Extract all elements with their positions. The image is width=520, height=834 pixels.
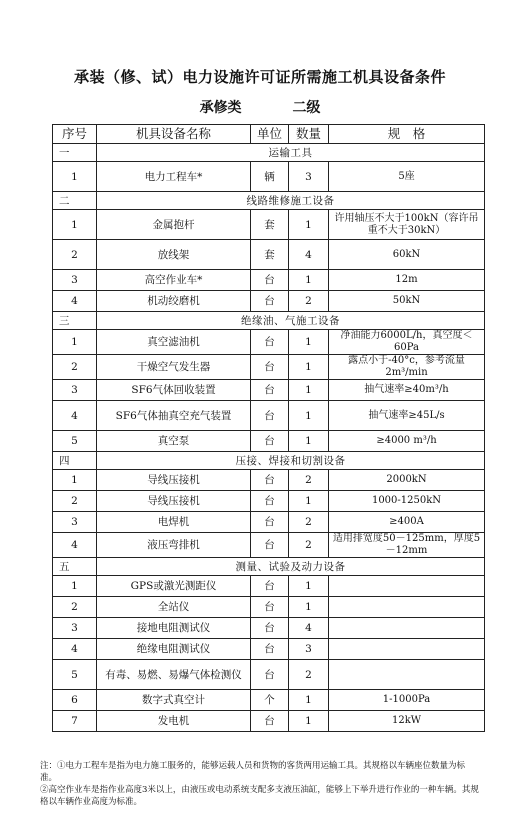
row-number: 5 <box>53 431 97 452</box>
table-row <box>53 512 485 533</box>
unit-cell: 套 <box>251 240 289 270</box>
spec-cell: 50kN <box>329 291 485 312</box>
equipment-name: 金属抱杆 <box>97 210 251 240</box>
document-title: 承装（修、试）电力设施许可证所需施工机具设备条件 <box>73 68 446 86</box>
row-number: 2 <box>53 240 97 270</box>
table-row <box>53 330 485 355</box>
table-row <box>53 380 485 401</box>
header-qty: 数量 <box>289 125 329 144</box>
spec-cell: 1000-1250kN <box>329 491 485 512</box>
spec-cell <box>329 597 485 618</box>
row-number: 2 <box>53 491 97 512</box>
table-row <box>53 533 485 558</box>
equipment-name: 接地电阻测试仪 <box>97 618 251 639</box>
equipment-name: 机动绞磨机 <box>97 291 251 312</box>
unit-cell: 台 <box>251 576 289 597</box>
unit-cell: 台 <box>251 330 289 355</box>
unit-cell: 个 <box>251 690 289 711</box>
footnote-2: ②高空作业车是指作业高度3米以上，由液压或电动系统支配多支液压油缸，能够上下举升进行作业的一种车辆。其规格以车辆作业高度为标准。 <box>40 785 479 807</box>
quantity-cell: 1 <box>289 210 329 240</box>
table-row <box>53 470 485 491</box>
spec-cell: ≥4000 m³/h <box>329 431 485 452</box>
table-row <box>53 355 485 380</box>
quantity-cell: 1 <box>289 576 329 597</box>
quantity-cell: 1 <box>289 597 329 618</box>
spec-cell: 适用排宽度50－125mm，厚度5－12mm <box>329 533 485 558</box>
spec-cell: 60kN <box>329 240 485 270</box>
row-number: 4 <box>53 533 97 558</box>
unit-cell: 台 <box>251 401 289 431</box>
quantity-cell: 2 <box>289 470 329 491</box>
row-number: 1 <box>53 470 97 491</box>
quantity-cell: 1 <box>289 431 329 452</box>
unit-cell: 台 <box>251 512 289 533</box>
section-row <box>53 312 485 330</box>
table-row <box>53 618 485 639</box>
table-row <box>53 660 485 690</box>
table-row <box>53 711 485 732</box>
document-subtitle <box>0 97 520 117</box>
equipment-name: 数字式真空计 <box>97 690 251 711</box>
section-row <box>53 192 485 210</box>
unit-cell: 台 <box>251 639 289 660</box>
spec-cell: 2000kN <box>329 470 485 491</box>
equipment-name: 高空作业车* <box>97 270 251 291</box>
row-number: 7 <box>53 711 97 732</box>
footnote-1: 注：①电力工程车是指为电力施工服务的，能够运载人员和货物的客货两用运输工具。其规格以车辆座位数量为标准。 <box>40 761 466 783</box>
unit-cell: 台 <box>251 491 289 512</box>
section-number: 四 <box>53 452 97 470</box>
row-number: 1 <box>53 162 97 192</box>
section-row <box>53 452 485 470</box>
quantity-cell: 4 <box>289 618 329 639</box>
equipment-table <box>52 124 485 732</box>
section-title: 绝缘油、气施工设备 <box>97 312 485 330</box>
unit-cell: 台 <box>251 618 289 639</box>
row-number: 2 <box>53 355 97 380</box>
table-row <box>53 240 485 270</box>
equipment-name: 电力工程车* <box>97 162 251 192</box>
table-row <box>53 576 485 597</box>
unit-cell: 台 <box>251 660 289 690</box>
row-number: 1 <box>53 330 97 355</box>
section-number: 一 <box>53 144 97 162</box>
quantity-cell: 2 <box>289 291 329 312</box>
quantity-cell: 1 <box>289 491 329 512</box>
quantity-cell: 2 <box>289 533 329 558</box>
unit-cell: 套 <box>251 210 289 240</box>
equipment-name: 导线压接机 <box>97 470 251 491</box>
table-header-row <box>53 125 485 144</box>
unit-cell: 台 <box>251 711 289 732</box>
quantity-cell: 1 <box>289 380 329 401</box>
unit-cell: 台 <box>251 270 289 291</box>
equipment-name: 有毒、易燃、易爆气体检测仪 <box>97 660 251 690</box>
row-number: 1 <box>53 210 97 240</box>
table-body <box>53 144 485 732</box>
row-number: 4 <box>53 291 97 312</box>
spec-cell: 露点小于-40°c，参考流量2m³/min <box>329 355 485 380</box>
equipment-name: SF6气体抽真空充气装置 <box>97 401 251 431</box>
unit-cell: 台 <box>251 355 289 380</box>
unit-cell: 台 <box>251 291 289 312</box>
quantity-cell: 1 <box>289 270 329 291</box>
header-no: 序号 <box>53 125 97 144</box>
quantity-cell: 1 <box>289 690 329 711</box>
equipment-name: 绝缘电阻测试仪 <box>97 639 251 660</box>
quantity-cell: 1 <box>289 330 329 355</box>
section-number: 五 <box>53 558 97 576</box>
quantity-cell: 1 <box>289 401 329 431</box>
row-number: 3 <box>53 512 97 533</box>
quantity-cell: 2 <box>289 660 329 690</box>
table-row <box>53 491 485 512</box>
equipment-name: GPS或激光测距仪 <box>97 576 251 597</box>
spec-cell: 1-1000Pa <box>329 690 485 711</box>
quantity-cell: 3 <box>289 639 329 660</box>
quantity-cell: 1 <box>289 355 329 380</box>
equipment-name: SF6气体回收装置 <box>97 380 251 401</box>
section-row <box>53 144 485 162</box>
spec-cell <box>329 660 485 690</box>
spec-cell <box>329 639 485 660</box>
table-row <box>53 639 485 660</box>
row-number: 1 <box>53 576 97 597</box>
unit-cell: 辆 <box>251 162 289 192</box>
footnotes <box>40 760 480 808</box>
section-number: 二 <box>53 192 97 210</box>
equipment-name: 真空滤油机 <box>97 330 251 355</box>
quantity-cell: 2 <box>289 512 329 533</box>
table-row <box>53 690 485 711</box>
header-name: 机具设备名称 <box>97 125 251 144</box>
section-number: 三 <box>53 312 97 330</box>
unit-cell: 台 <box>251 533 289 558</box>
section-title: 压接、焊接和切割设备 <box>97 452 485 470</box>
spec-cell: 12kW <box>329 711 485 732</box>
equipment-name: 液压弯排机 <box>97 533 251 558</box>
table-row <box>53 291 485 312</box>
equipment-name: 电焊机 <box>97 512 251 533</box>
quantity-cell: 1 <box>289 711 329 732</box>
spec-cell <box>329 576 485 597</box>
spec-cell <box>329 618 485 639</box>
table-row <box>53 162 485 192</box>
section-title: 测量、试验及动力设备 <box>97 558 485 576</box>
equipment-name: 导线压接机 <box>97 491 251 512</box>
table-row <box>53 401 485 431</box>
row-number: 4 <box>53 639 97 660</box>
table-row <box>53 210 485 240</box>
header-spec: 规 格 <box>329 125 485 144</box>
section-row <box>53 558 485 576</box>
spec-cell: 抽气速率≥40m³/h <box>329 380 485 401</box>
spec-cell: ≥400A <box>329 512 485 533</box>
section-title: 线路维修施工设备 <box>97 192 485 210</box>
section-title: 运输工具 <box>97 144 485 162</box>
equipment-name: 放线架 <box>97 240 251 270</box>
spec-cell: 12m <box>329 270 485 291</box>
row-number: 4 <box>53 401 97 431</box>
unit-cell: 台 <box>251 597 289 618</box>
spec-cell: 抽气速率≥45L/s <box>329 401 485 431</box>
qualification-category: 承修类 <box>199 100 242 116</box>
table-row <box>53 431 485 452</box>
qualification-level: 二级 <box>292 100 321 116</box>
spec-cell: 5座 <box>329 162 485 192</box>
quantity-cell: 3 <box>289 162 329 192</box>
table-row <box>53 270 485 291</box>
row-number: 2 <box>53 597 97 618</box>
row-number: 3 <box>53 618 97 639</box>
equipment-name: 干燥空气发生器 <box>97 355 251 380</box>
unit-cell: 台 <box>251 431 289 452</box>
row-number: 3 <box>53 270 97 291</box>
equipment-name: 发电机 <box>97 711 251 732</box>
equipment-name: 全站仪 <box>97 597 251 618</box>
quantity-cell: 4 <box>289 240 329 270</box>
unit-cell: 台 <box>251 380 289 401</box>
spec-cell: 净油能力6000L/h，真空度＜60Pa <box>329 330 485 355</box>
row-number: 5 <box>53 660 97 690</box>
header-unit: 单位 <box>251 125 289 144</box>
row-number: 6 <box>53 690 97 711</box>
equipment-name: 真空泵 <box>97 431 251 452</box>
table-row <box>53 597 485 618</box>
spec-cell: 许用轴压不大于100kN（容许吊重不大于30kN） <box>329 210 485 240</box>
row-number: 3 <box>53 380 97 401</box>
unit-cell: 台 <box>251 470 289 491</box>
